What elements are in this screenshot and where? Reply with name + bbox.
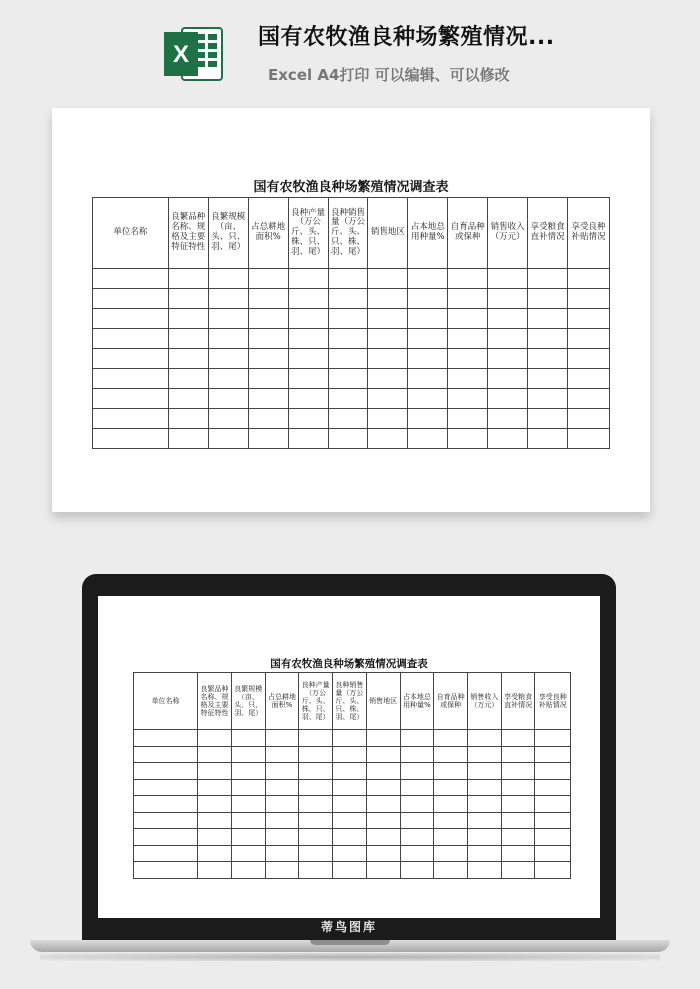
table-cell[interactable] [248, 369, 288, 389]
table-cell[interactable] [198, 862, 232, 879]
table-cell[interactable] [468, 763, 502, 780]
table-cell[interactable] [288, 389, 328, 409]
column-header: 良种产量（万公斤、头、株、只、羽、尾） [288, 198, 328, 269]
table-cell[interactable] [488, 369, 528, 389]
table-cell[interactable] [468, 862, 502, 879]
table-cell[interactable] [168, 349, 208, 369]
column-header: 销售收入（万元） [468, 673, 502, 730]
table-cell[interactable] [568, 329, 610, 349]
table-cell[interactable] [299, 829, 333, 846]
table-row [134, 829, 571, 846]
table-cell[interactable] [328, 289, 368, 309]
table-row [134, 862, 571, 879]
table-cell[interactable] [568, 369, 610, 389]
table-cell[interactable] [400, 829, 434, 846]
survey-table [92, 197, 610, 449]
table-cell[interactable] [328, 349, 368, 369]
table-cell[interactable] [408, 409, 448, 429]
table-cell[interactable] [366, 779, 400, 796]
table-row [93, 369, 610, 389]
table-cell[interactable] [328, 269, 368, 289]
table-cell[interactable] [299, 730, 333, 747]
table-cell[interactable] [93, 329, 169, 349]
column-header: 良繁品种名称、规格及主要特征特性 [198, 673, 232, 730]
table-cell[interactable] [368, 409, 408, 429]
column-header: 享受良种补贴情况 [535, 673, 571, 730]
table-cell[interactable] [333, 779, 367, 796]
table-cell[interactable] [434, 812, 468, 829]
table-row [134, 763, 571, 780]
table-cell[interactable] [231, 812, 265, 829]
table-cell[interactable] [488, 409, 528, 429]
column-header: 自育品种或保种 [434, 673, 468, 730]
table-cell[interactable] [408, 289, 448, 309]
table-cell[interactable] [468, 746, 502, 763]
table-cell[interactable] [198, 763, 232, 780]
table-cell[interactable] [528, 349, 568, 369]
table-cell[interactable] [535, 829, 571, 846]
table-cell[interactable] [328, 389, 368, 409]
table-cell[interactable] [288, 289, 328, 309]
table-cell[interactable] [208, 329, 248, 349]
column-header: 享受良种补贴情况 [568, 198, 610, 269]
table-row [93, 389, 610, 409]
table-cell[interactable] [488, 389, 528, 409]
table-cell[interactable] [568, 289, 610, 309]
table-cell[interactable] [265, 845, 299, 862]
table-cell[interactable] [468, 812, 502, 829]
table-cell[interactable] [368, 349, 408, 369]
table-cell[interactable] [408, 329, 448, 349]
table-cell[interactable] [208, 389, 248, 409]
table-header-row [93, 198, 610, 269]
table-cell[interactable] [248, 429, 288, 449]
table-cell[interactable] [288, 369, 328, 389]
table-cell[interactable] [468, 796, 502, 813]
page-title: 国有农牧渔良种场繁殖情况... [258, 25, 555, 50]
table-cell[interactable] [248, 409, 288, 429]
laptop-screen [98, 596, 600, 918]
table-cell[interactable] [93, 349, 169, 369]
table-cell[interactable] [408, 269, 448, 289]
table-cell[interactable] [528, 369, 568, 389]
table-row [134, 812, 571, 829]
table-row [93, 309, 610, 329]
table-cell[interactable] [299, 779, 333, 796]
table-cell[interactable] [328, 369, 368, 389]
table-cell[interactable] [231, 763, 265, 780]
table-cell[interactable] [208, 349, 248, 369]
table-cell[interactable] [434, 796, 468, 813]
column-header: 单位名称 [93, 198, 169, 269]
table-cell[interactable] [535, 763, 571, 780]
logo-letter: X [172, 41, 190, 68]
table-cell[interactable] [134, 812, 198, 829]
table-cell[interactable] [488, 329, 528, 349]
column-header: 占本地总用种量% [408, 198, 448, 269]
table-cell[interactable] [265, 829, 299, 846]
page-subtitle: Excel A4打印 可以编辑、可以修改 [268, 66, 510, 84]
table-cell[interactable] [168, 409, 208, 429]
table-cell[interactable] [400, 862, 434, 879]
table-cell[interactable] [168, 369, 208, 389]
column-header: 良种销售量（万公斤、头、只、株、羽、尾） [328, 198, 368, 269]
table-cell[interactable] [333, 746, 367, 763]
table-cell[interactable] [265, 779, 299, 796]
table-cell[interactable] [528, 389, 568, 409]
column-header: 占总耕地面积% [265, 673, 299, 730]
table-row [93, 349, 610, 369]
table-row [134, 796, 571, 813]
table-cell[interactable] [368, 389, 408, 409]
table-cell[interactable] [408, 369, 448, 389]
table-cell[interactable] [488, 289, 528, 309]
table-cell[interactable] [134, 796, 198, 813]
table-cell[interactable] [528, 409, 568, 429]
table-cell[interactable] [248, 349, 288, 369]
table-cell[interactable] [568, 269, 610, 289]
column-header: 占总耕地面积% [248, 198, 288, 269]
column-header: 自育品种或保种 [448, 198, 488, 269]
table-cell[interactable] [231, 746, 265, 763]
table-row [93, 429, 610, 449]
table-cell[interactable] [448, 429, 488, 449]
survey-table [133, 672, 571, 879]
table-cell[interactable] [528, 289, 568, 309]
table-cell[interactable] [208, 369, 248, 389]
table-cell[interactable] [501, 763, 535, 780]
column-header: 良种销售量（万公斤、头、只、株、羽、尾） [333, 673, 367, 730]
column-header: 销售收入（万元） [488, 198, 528, 269]
laptop-shadow [40, 953, 660, 961]
table-cell[interactable] [535, 779, 571, 796]
table-cell[interactable] [248, 269, 288, 289]
table-cell[interactable] [535, 845, 571, 862]
table-cell[interactable] [208, 409, 248, 429]
table-cell[interactable] [134, 730, 198, 747]
table-cell[interactable] [248, 329, 288, 349]
table-cell[interactable] [501, 812, 535, 829]
table-cell[interactable] [231, 845, 265, 862]
column-header: 享受粮食直补情况 [501, 673, 535, 730]
table-cell[interactable] [528, 309, 568, 329]
table-cell[interactable] [408, 349, 448, 369]
table-cell[interactable] [198, 730, 232, 747]
column-header: 占本地总用种量% [400, 673, 434, 730]
table-cell[interactable] [400, 730, 434, 747]
table-cell[interactable] [448, 369, 488, 389]
table-cell[interactable] [434, 829, 468, 846]
table-cell[interactable] [134, 746, 198, 763]
table-cell[interactable] [434, 763, 468, 780]
table-cell[interactable] [434, 730, 468, 747]
table-cell[interactable] [333, 845, 367, 862]
table-cell[interactable] [434, 862, 468, 879]
table-cell[interactable] [265, 796, 299, 813]
column-header: 销售地区 [366, 673, 400, 730]
table-cell[interactable] [265, 862, 299, 879]
table-cell[interactable] [408, 389, 448, 409]
table-cell[interactable] [434, 779, 468, 796]
table-cell[interactable] [366, 812, 400, 829]
table-cell[interactable] [434, 746, 468, 763]
table-cell[interactable] [134, 862, 198, 879]
table-cell[interactable] [93, 289, 169, 309]
table-cell[interactable] [299, 845, 333, 862]
table-title: 国有农牧渔良种场繁殖情况调查表 [270, 658, 428, 670]
table-cell[interactable] [333, 730, 367, 747]
table-cell[interactable] [568, 389, 610, 409]
table-cell[interactable] [299, 796, 333, 813]
table-cell[interactable] [168, 389, 208, 409]
table-cell[interactable] [288, 309, 328, 329]
table-cell[interactable] [434, 845, 468, 862]
table-row [134, 779, 571, 796]
table-row [134, 746, 571, 763]
table-cell[interactable] [468, 845, 502, 862]
table-cell[interactable] [448, 269, 488, 289]
table-cell[interactable] [328, 409, 368, 429]
table-cell[interactable] [528, 429, 568, 449]
table-cell[interactable] [93, 429, 169, 449]
table-title: 国有农牧渔良种场繁殖情况调查表 [253, 180, 449, 195]
table-cell[interactable] [366, 763, 400, 780]
column-header: 良种产量（万公斤、头、株、只、羽、尾） [299, 673, 333, 730]
excel-icon [162, 22, 224, 86]
laptop-lid [82, 574, 616, 940]
table-cell[interactable] [448, 309, 488, 329]
table-cell[interactable] [168, 329, 208, 349]
table-cell[interactable] [265, 730, 299, 747]
table-cell[interactable] [528, 329, 568, 349]
table-cell[interactable] [366, 796, 400, 813]
table-cell[interactable] [535, 862, 571, 879]
table-cell[interactable] [468, 730, 502, 747]
table-row [93, 409, 610, 429]
table-cell[interactable] [288, 329, 328, 349]
table-cell[interactable] [366, 845, 400, 862]
table-cell[interactable] [468, 829, 502, 846]
table-cell[interactable] [93, 369, 169, 389]
table-header-row [134, 673, 571, 730]
table-cell[interactable] [93, 309, 169, 329]
table-cell[interactable] [468, 779, 502, 796]
table-cell[interactable] [134, 845, 198, 862]
table-cell[interactable] [535, 746, 571, 763]
table-cell[interactable] [366, 730, 400, 747]
column-header: 良繁品种名称、规格及主要特征特性 [168, 198, 208, 269]
table-cell[interactable] [265, 763, 299, 780]
table-cell[interactable] [568, 349, 610, 369]
table-cell[interactable] [168, 309, 208, 329]
table-cell[interactable] [368, 329, 408, 349]
table-cell[interactable] [488, 349, 528, 369]
table-cell[interactable] [93, 269, 169, 289]
table-cell[interactable] [134, 829, 198, 846]
table-cell[interactable] [231, 779, 265, 796]
column-header: 良繁规模（亩、头、只、羽、尾） [208, 198, 248, 269]
table-cell[interactable] [93, 409, 169, 429]
table-cell[interactable] [501, 730, 535, 747]
table-cell[interactable] [400, 746, 434, 763]
table-cell[interactable] [535, 796, 571, 813]
table-cell[interactable] [501, 779, 535, 796]
table-row [134, 730, 571, 747]
table-cell[interactable] [368, 429, 408, 449]
table-cell[interactable] [366, 746, 400, 763]
table-cell[interactable] [198, 812, 232, 829]
sheet-preview [52, 108, 650, 512]
table-cell[interactable] [288, 429, 328, 449]
table-cell[interactable] [328, 429, 368, 449]
table-cell[interactable] [535, 730, 571, 747]
table-row [93, 269, 610, 289]
table-cell[interactable] [368, 289, 408, 309]
laptop-notch [310, 940, 390, 945]
laptop-brand: 蒂鸟图库 [320, 920, 377, 934]
table-cell[interactable] [299, 812, 333, 829]
table-cell[interactable] [208, 309, 248, 329]
table-cell[interactable] [231, 862, 265, 879]
table-cell[interactable] [248, 309, 288, 329]
table-cell[interactable] [198, 779, 232, 796]
table-cell[interactable] [198, 746, 232, 763]
table-cell[interactable] [134, 763, 198, 780]
table-cell[interactable] [248, 389, 288, 409]
table-cell[interactable] [333, 796, 367, 813]
table-cell[interactable] [501, 796, 535, 813]
table-cell[interactable] [333, 862, 367, 879]
table-cell[interactable] [488, 269, 528, 289]
table-cell[interactable] [568, 309, 610, 329]
table-cell[interactable] [198, 796, 232, 813]
table-cell[interactable] [400, 763, 434, 780]
table-cell[interactable] [231, 796, 265, 813]
table-cell[interactable] [448, 329, 488, 349]
table-cell[interactable] [448, 389, 488, 409]
table-cell[interactable] [400, 812, 434, 829]
table-cell[interactable] [208, 429, 248, 449]
table-cell[interactable] [288, 269, 328, 289]
column-header: 享受粮食直补情况 [528, 198, 568, 269]
table-cell[interactable] [231, 829, 265, 846]
table-cell[interactable] [208, 289, 248, 309]
table-cell[interactable] [501, 829, 535, 846]
table-cell[interactable] [208, 269, 248, 289]
table-cell[interactable] [535, 812, 571, 829]
table-cell[interactable] [366, 862, 400, 879]
table-cell[interactable] [501, 862, 535, 879]
table-cell[interactable] [400, 845, 434, 862]
table-cell[interactable] [299, 763, 333, 780]
header [0, 0, 700, 100]
table-cell[interactable] [93, 389, 169, 409]
table-cell[interactable] [501, 746, 535, 763]
table-cell[interactable] [448, 409, 488, 429]
table-cell[interactable] [368, 269, 408, 289]
table-cell[interactable] [299, 746, 333, 763]
laptop-mockup [0, 566, 700, 989]
table-cell[interactable] [198, 845, 232, 862]
table-row [93, 289, 610, 309]
table-cell[interactable] [568, 429, 610, 449]
table-cell[interactable] [265, 812, 299, 829]
table-cell[interactable] [198, 829, 232, 846]
table-cell[interactable] [333, 812, 367, 829]
table-cell[interactable] [400, 779, 434, 796]
table-cell[interactable] [328, 309, 368, 329]
table-cell[interactable] [568, 409, 610, 429]
table-cell[interactable] [366, 829, 400, 846]
table-cell[interactable] [231, 730, 265, 747]
table-cell[interactable] [328, 329, 368, 349]
table-row [134, 845, 571, 862]
table-cell[interactable] [448, 349, 488, 369]
table-cell[interactable] [368, 369, 408, 389]
table-row [93, 329, 610, 349]
table-cell[interactable] [488, 429, 528, 449]
table-cell[interactable] [168, 269, 208, 289]
table-cell[interactable] [408, 429, 448, 449]
table-cell[interactable] [400, 796, 434, 813]
table-cell[interactable] [501, 845, 535, 862]
table-cell[interactable] [448, 289, 488, 309]
table-cell[interactable] [488, 309, 528, 329]
table-cell[interactable] [368, 309, 408, 329]
table-cell[interactable] [333, 829, 367, 846]
column-header: 销售地区 [368, 198, 408, 269]
table-cell[interactable] [168, 289, 208, 309]
table-cell[interactable] [168, 429, 208, 449]
table-cell[interactable] [333, 763, 367, 780]
table-cell[interactable] [299, 862, 333, 879]
table-cell[interactable] [528, 269, 568, 289]
table-cell[interactable] [288, 349, 328, 369]
table-cell[interactable] [134, 779, 198, 796]
table-cell[interactable] [288, 409, 328, 429]
column-header: 良繁规模（亩、头、只、羽、尾） [231, 673, 265, 730]
column-header: 单位名称 [134, 673, 198, 730]
table-cell[interactable] [265, 746, 299, 763]
table-cell[interactable] [248, 289, 288, 309]
table-cell[interactable] [408, 309, 448, 329]
